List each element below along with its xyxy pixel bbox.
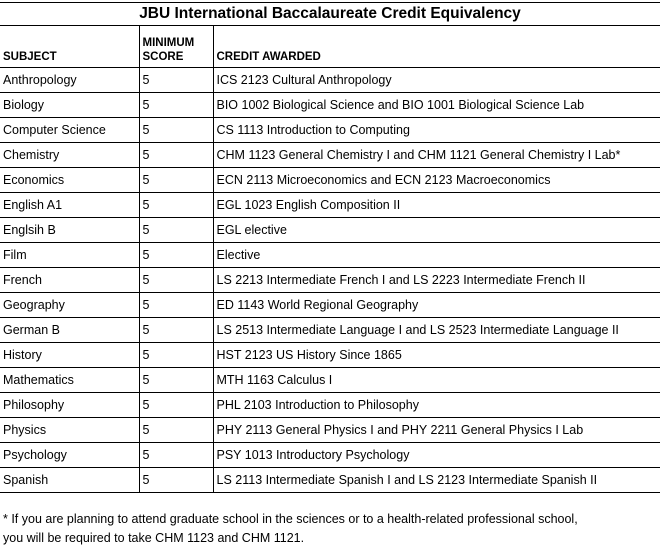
credit-cell: LS 2513 Intermediate Language I and LS 2523 Intermediate Language II — [213, 318, 660, 343]
footnote-line-1: * If you are planning to attend graduate school in the sciences or to a health-related professional school, — [3, 512, 578, 526]
score-cell: 5 — [139, 243, 213, 268]
subject-cell: Chemistry — [0, 143, 139, 168]
score-cell: 5 — [139, 468, 213, 493]
table-title: JBU International Baccalaureate Credit Equivalency — [0, 3, 660, 26]
subject-cell: Philosophy — [0, 393, 139, 418]
table-row — [0, 93, 660, 118]
score-cell: 5 — [139, 418, 213, 443]
title-row — [0, 3, 660, 26]
subject-cell: Film — [0, 243, 139, 268]
subject-cell: Psychology — [0, 443, 139, 468]
table-row — [0, 243, 660, 268]
credit-cell: CS 1113 Introduction to Computing — [213, 118, 660, 143]
table-row — [0, 268, 660, 293]
table-row — [0, 368, 660, 393]
table-row — [0, 443, 660, 468]
subject-cell: Economics — [0, 168, 139, 193]
footnote — [3, 510, 658, 548]
footnote-line-2: you will be required to take CHM 1123 and CHM 1121. — [3, 531, 305, 545]
subject-header: SUBJECT — [0, 26, 139, 68]
score-cell: 5 — [139, 268, 213, 293]
credit-cell: PHL 2103 Introduction to Philosophy — [213, 393, 660, 418]
minimum-score-header-line1: MINIMUM — [142, 37, 195, 49]
score-cell: 5 — [139, 93, 213, 118]
credit-cell: Elective — [213, 243, 660, 268]
credit-cell: EGL 1023 English Composition II — [213, 193, 660, 218]
subject-cell: Biology — [0, 93, 139, 118]
table-row — [0, 418, 660, 443]
header-row — [0, 26, 660, 68]
score-cell: 5 — [139, 218, 213, 243]
credit-cell: HST 2123 US History Since 1865 — [213, 343, 660, 368]
subject-cell: Geography — [0, 293, 139, 318]
subject-cell: Computer Science — [0, 118, 139, 143]
subject-cell: History — [0, 343, 139, 368]
credit-cell: PSY 1013 Introductory Psychology — [213, 443, 660, 468]
score-cell: 5 — [139, 143, 213, 168]
table-row — [0, 68, 660, 93]
subject-cell: French — [0, 268, 139, 293]
table-row — [0, 168, 660, 193]
score-cell: 5 — [139, 393, 213, 418]
credit-cell: EGL elective — [213, 218, 660, 243]
table-row — [0, 468, 660, 493]
score-cell: 5 — [139, 343, 213, 368]
table-row — [0, 193, 660, 218]
credit-cell: BIO 1002 Biological Science and BIO 1001 Biological Science Lab — [213, 93, 660, 118]
credit-cell: ED 1143 World Regional Geography — [213, 293, 660, 318]
score-cell: 5 — [139, 293, 213, 318]
score-cell: 5 — [139, 368, 213, 393]
score-cell: 5 — [139, 193, 213, 218]
table-row — [0, 218, 660, 243]
table-row — [0, 293, 660, 318]
credit-cell: MTH 1163 Calculus I — [213, 368, 660, 393]
minimum-score-header-line2: SCORE — [142, 51, 184, 63]
credit-cell: PHY 2113 General Physics I and PHY 2211 General Physics I Lab — [213, 418, 660, 443]
table-row — [0, 318, 660, 343]
score-cell: 5 — [139, 443, 213, 468]
subject-cell: Physics — [0, 418, 139, 443]
table-row — [0, 393, 660, 418]
credit-cell: LS 2113 Intermediate Spanish I and LS 2123 Intermediate Spanish II — [213, 468, 660, 493]
score-cell: 5 — [139, 318, 213, 343]
table-row — [0, 118, 660, 143]
score-cell: 5 — [139, 168, 213, 193]
subject-cell: German B — [0, 318, 139, 343]
score-cell: 5 — [139, 68, 213, 93]
credit-cell: LS 2213 Intermediate French I and LS 2223 Intermediate French II — [213, 268, 660, 293]
credit-awarded-header: CREDIT AWARDED — [213, 26, 660, 68]
subject-cell: Mathematics — [0, 368, 139, 393]
table-row — [0, 143, 660, 168]
credit-cell: CHM 1123 General Chemistry I and CHM 1121 General Chemistry I Lab* — [213, 143, 660, 168]
table-row — [0, 343, 660, 368]
subject-cell: English A1 — [0, 193, 139, 218]
credit-equivalency-table — [0, 2, 660, 493]
subject-cell: Spanish — [0, 468, 139, 493]
subject-cell: Englsih B — [0, 218, 139, 243]
credit-cell: ICS 2123 Cultural Anthropology — [213, 68, 660, 93]
subject-cell: Anthropology — [0, 68, 139, 93]
score-cell: 5 — [139, 118, 213, 143]
credit-cell: ECN 2113 Microeconomics and ECN 2123 Macroeconomics — [213, 168, 660, 193]
minimum-score-header — [139, 26, 213, 68]
